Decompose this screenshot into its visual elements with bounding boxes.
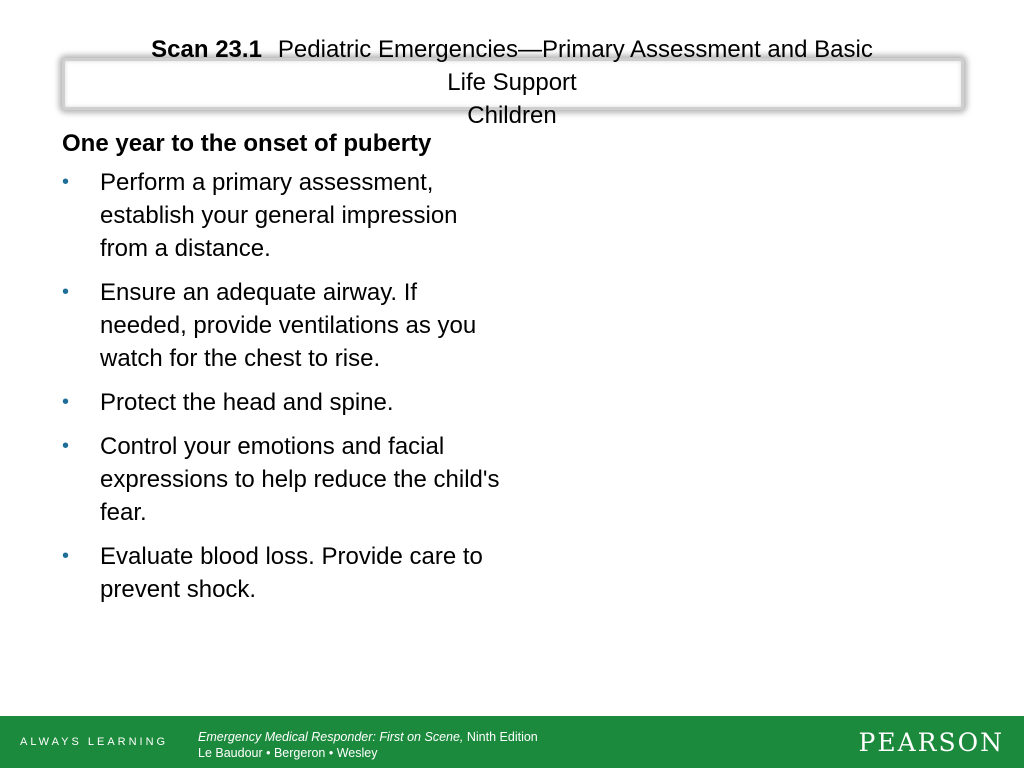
bullet-list: [62, 166, 512, 606]
content-area: [62, 128, 512, 617]
list-item: [62, 430, 500, 529]
title-line-1: [40, 33, 984, 66]
list-item: [62, 166, 500, 265]
book-authors: Le Baudour • Bergeron • Wesley: [198, 746, 378, 760]
bullet-icon: •: [62, 545, 70, 567]
bullet-text: Control your emotions and facial expressions to help reduce the child's fear.: [100, 433, 500, 526]
list-item: [62, 276, 500, 375]
pearson-logo: PEARSON: [858, 728, 1004, 757]
title-line-2: Life Support: [447, 69, 577, 96]
book-title: Emergency Medical Responder: First on Scene,: [198, 730, 464, 744]
bullet-text: Protect the head and spine.: [100, 389, 394, 416]
bullet-icon: •: [62, 171, 70, 193]
citation-line-1: [198, 729, 538, 745]
title-line-3: Children: [467, 102, 557, 129]
bullet-text: Ensure an adequate airway. If needed, provide ventilations as you watch for the chest to rise.: [100, 279, 477, 372]
bullet-icon: •: [62, 281, 70, 303]
list-item: [62, 386, 500, 419]
scan-label: Scan 23.1: [151, 36, 262, 63]
bullet-text: Perform a primary assessment, establish your general impression from a distance.: [100, 169, 458, 262]
bullet-text: Evaluate blood loss. Provide care to prevent shock.: [100, 543, 483, 603]
title-text-1: Pediatric Emergencies—Primary Assessment and Basic: [277, 36, 873, 63]
book-edition: Ninth Edition: [463, 730, 538, 744]
book-citation: [198, 729, 538, 761]
bullet-icon: •: [62, 435, 70, 457]
slide-title: [40, 33, 984, 132]
list-item: [62, 540, 500, 606]
footer-bar: [0, 716, 1024, 768]
age-subheading: One year to the onset of puberty: [62, 130, 432, 157]
always-learning-tagline: ALWAYS LEARNING: [20, 736, 169, 748]
bullet-icon: •: [62, 391, 70, 413]
